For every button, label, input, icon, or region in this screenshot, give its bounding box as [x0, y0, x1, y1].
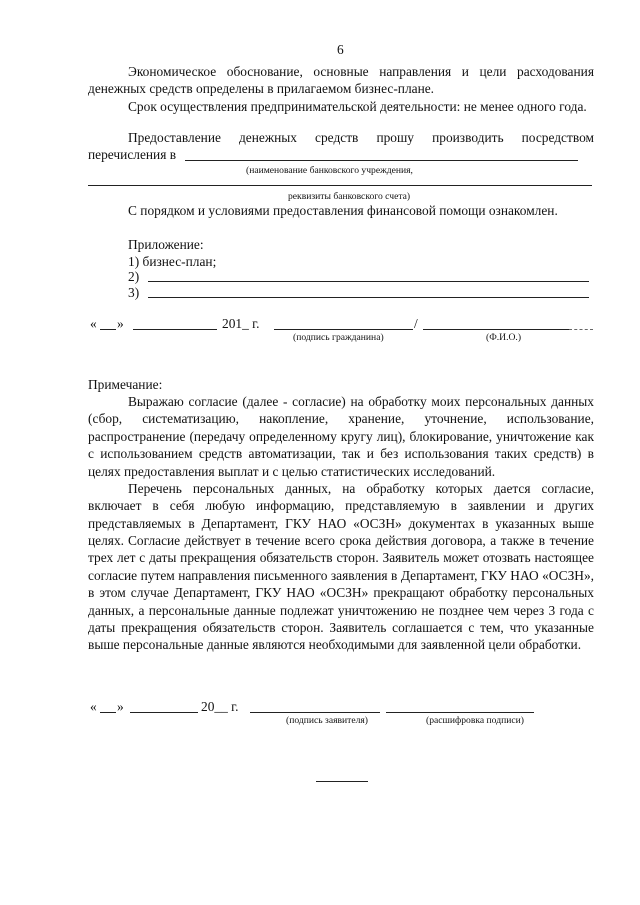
- signature-decoding-field: [386, 712, 534, 713]
- page-number: 6: [337, 42, 344, 57]
- attachment-item: 3): [128, 285, 140, 300]
- paragraph-activity-term: Срок осуществления предпринимательской деятельности: не менее одного года.: [128, 99, 587, 114]
- note-paragraph-data-list: Перечень персональных данных, на обработку которых дается согласие, включает в себя любую информацию, представляемую в заявлении и других представляемых в Департамент, ГКУ НАО «ОСЗН» документах в указанных выше целях.: [88, 481, 594, 549]
- attachment-title: Приложение:: [128, 237, 204, 252]
- date2-year: 20__ г.: [201, 699, 239, 714]
- date2-day-field: [100, 712, 116, 713]
- caption-requisites: реквизиты банковского счета): [288, 191, 411, 202]
- date-year: 201_ г.: [222, 316, 260, 331]
- caption-fio: (Ф.И.О.): [486, 332, 522, 343]
- date-month-field: [133, 329, 217, 330]
- date-open-quote: «: [90, 316, 97, 331]
- signature-field: [274, 329, 413, 330]
- attachment-2-field: [148, 281, 589, 282]
- transfer-prefix: перечисления в: [88, 147, 177, 162]
- paragraph-transfer: Предоставление денежных средств прошу производить посредством: [128, 130, 594, 145]
- end-divider: [316, 781, 368, 782]
- date-close-quote: »: [117, 316, 124, 331]
- note-title: Примечание:: [88, 377, 163, 392]
- caption-signature-citizen: (подпись гражданина): [293, 332, 384, 343]
- fio-field: [423, 329, 569, 330]
- note-paragraph-validity: Согласие действует в течение всего срока действия договора, а также в течение трех лет с даты прекращения обязательств сторон. Заявитель может отозвать настоящее согласие путем направления письменного заявления в Департамент, ГКУ НАО «ОСЗН», в этом случае Департамент, ГКУ НАО «ОСЗН» прекращают обработку персональных данных, а персональные данные подлежат уничтожению не позднее чем через 3 года с даты прекращения обязательств сторон. Заявитель соглашается с тем, что указанные выше персональные данные являются необходимыми для заявленной цели обработки.: [88, 533, 594, 653]
- bank-name-field: [185, 160, 578, 161]
- date2-month-field: [130, 712, 198, 713]
- attachment-item: 1) бизнес-план;: [128, 254, 217, 269]
- caption-signature-applicant: (подпись заявителя): [286, 715, 369, 726]
- bank-requisites-field: [88, 185, 592, 186]
- date2-close-quote: »: [117, 699, 124, 714]
- date2-open-quote: «: [90, 699, 97, 714]
- paragraph-economic-justification: Экономическое обоснование, основные направления и цели расходования денежных средств определены в прилагаемом бизнес-плане.: [88, 64, 594, 97]
- caption-decoding: (расшифровка подписи): [426, 715, 524, 726]
- attachment-item: 2): [128, 269, 140, 284]
- paragraph-acquainted: С порядком и условиями предоставления финансовой помощи ознакомлен.: [128, 203, 558, 218]
- caption-bank-name: (наименование банковского учреждения,: [246, 165, 413, 176]
- fio-field-extension: [569, 329, 593, 330]
- note-paragraph-consent: Выражаю согласие (далее - согласие) на обработку моих персональных данных (сбор, систематизацию, накопление, хранение, уточнение, использование, распространение (передачу определенному кругу лиц), блокирование, уничтожение как с использованием средств автоматизации, так и без использования таких средств) в целях предоставления выплат и с целью статистических исследований.: [88, 394, 594, 479]
- date-day-field: [100, 329, 116, 330]
- date-slash: /: [414, 316, 418, 331]
- attachment-3-field: [148, 297, 589, 298]
- applicant-signature-field: [250, 712, 380, 713]
